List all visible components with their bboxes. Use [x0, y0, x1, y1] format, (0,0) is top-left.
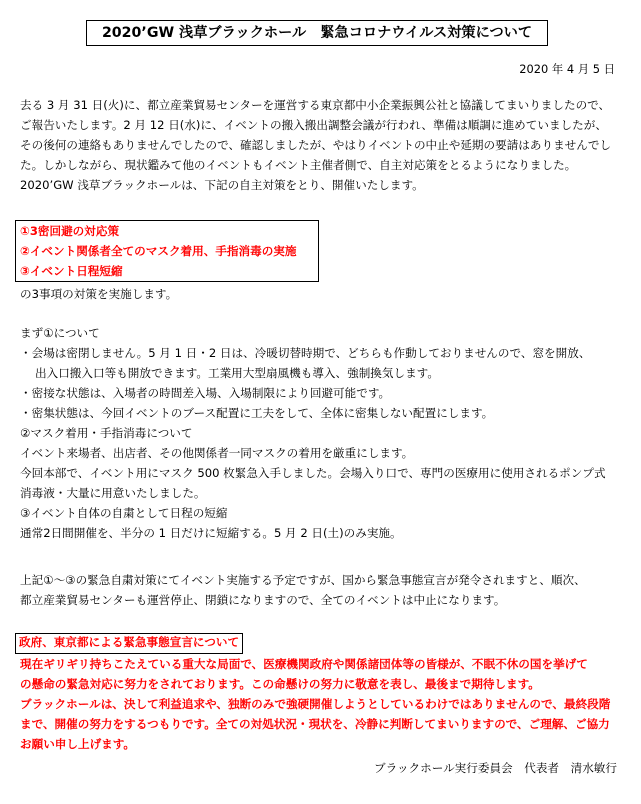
- page-title: 2020’GW 浅草ブラックホール 緊急コロナウイルス対策について: [86, 20, 548, 46]
- notice-paragraph: [20, 570, 625, 610]
- emergency-heading: 政府、東京都による緊急事態宣言について: [15, 633, 243, 654]
- notice-line: 上記①～③の緊急自粛対策にてイベント実施する予定ですが、国から緊急事態宣言が発令されますと、順次、: [20, 573, 586, 587]
- measures-list: [20, 221, 296, 281]
- intro-paragraph: [20, 95, 625, 195]
- intro-line: 2020’GW 浅草ブラックホールは、下記の自主対策をとり、開催いたします。: [20, 178, 424, 192]
- measure-item: ③イベント日程短縮: [20, 264, 123, 278]
- intro-line: た。しかしながら、現状鑑みて他のイベントもイベント主催者側で、自主対応策をとるようになりました。: [20, 158, 577, 172]
- document-date: 2020 年 4 月 5 日: [519, 62, 615, 76]
- intro-line: その後何の連絡もありませんでしたので、確認しましたが、やはりイベントの中止や延期の要請はありませんでし: [20, 138, 612, 152]
- emergency-line: お願い申し上げます。: [20, 737, 136, 751]
- emergency-paragraph: [20, 654, 625, 754]
- measure-item: ①3密回避の対応策: [20, 224, 120, 238]
- detail-line: ③イベント自体の自粛として日程の短縮: [20, 506, 228, 520]
- detail-line: ・会場は密閉しません。5 月 1 日・2 日は、冷暖切替時期で、どちらも作動しておりませんので、窓を開放、: [20, 346, 591, 360]
- measures-summary-text: の3事項の対策を実施します。: [20, 287, 178, 301]
- detail-line: 通常2日間開催を、半分の 1 日だけに短縮する。5 月 2 日(土)のみ実施。: [20, 526, 402, 540]
- notice-line: 都立産業貿易センターも運営停止、閉鎖になりますので、全てのイベントは中止になります。: [20, 593, 506, 607]
- emergency-line: まで、開催の努力をするつもりです。全ての対処状況・現状を、冷静に判断してまいりますので、ご理解、ご協力: [20, 717, 610, 731]
- detail-line: ②マスク着用・手指消毒について: [20, 426, 193, 440]
- measures-summary: [20, 284, 625, 304]
- emergency-line: ブラックホールは、決して利益追求や、独断のみで強硬開催しようとしているわけではありませんので、最終段階: [20, 697, 611, 711]
- detail-line: 出入口搬入口等も開放できます。工業用大型扇風機も導入、強制換気します。: [35, 366, 439, 380]
- detail-line: イベント来場者、出店者、その他関係者一同マスクの着用を厳重にします。: [20, 446, 414, 460]
- detail-line: ・密集状態は、今回イベントのブース配置に工夫をして、全体に密集しない配置にします。: [20, 406, 494, 420]
- emergency-line: 現在ギリギリ持ちこたえている重大な局面で、医療機関政府や関係諸団体等の皆様が、不眠不休の国を挙げて: [20, 657, 588, 671]
- detail-line: 消毒液・大量に用意いたしました。: [20, 486, 206, 500]
- detail-line: 今回本部で、イベント用にマスク 500 枚緊急入手しました。会場入り口で、専門の医療用に使用されるポンプ式: [20, 466, 606, 480]
- detail-line: ・密接な状態は、入場者の時間差入場、入場制限により回避可能です。: [20, 386, 391, 400]
- measure-item: ②イベント関係者全てのマスク着用、手指消毒の実施: [20, 244, 297, 258]
- emergency-line: の懸命の緊急対応に努力をされております。この命懸けの努力に敬意を表し、最後まで期待します。: [20, 677, 540, 691]
- intro-line: ご報告いたします。2 月 12 日(水)に、イベントの搬入搬出調整会議が行われ、準備は順調に進めていましたが、: [20, 118, 607, 132]
- detail-line: まず①について: [20, 326, 100, 340]
- signature: ブラックホール実行委員会 代表者 清水敏行: [373, 761, 617, 775]
- intro-line: 去る 3 月 31 日(火)に、都立産業貿易センターを運営する東京都中小企業振興公社と協議してまいりましたので、: [20, 98, 611, 112]
- measure-details: [20, 323, 625, 543]
